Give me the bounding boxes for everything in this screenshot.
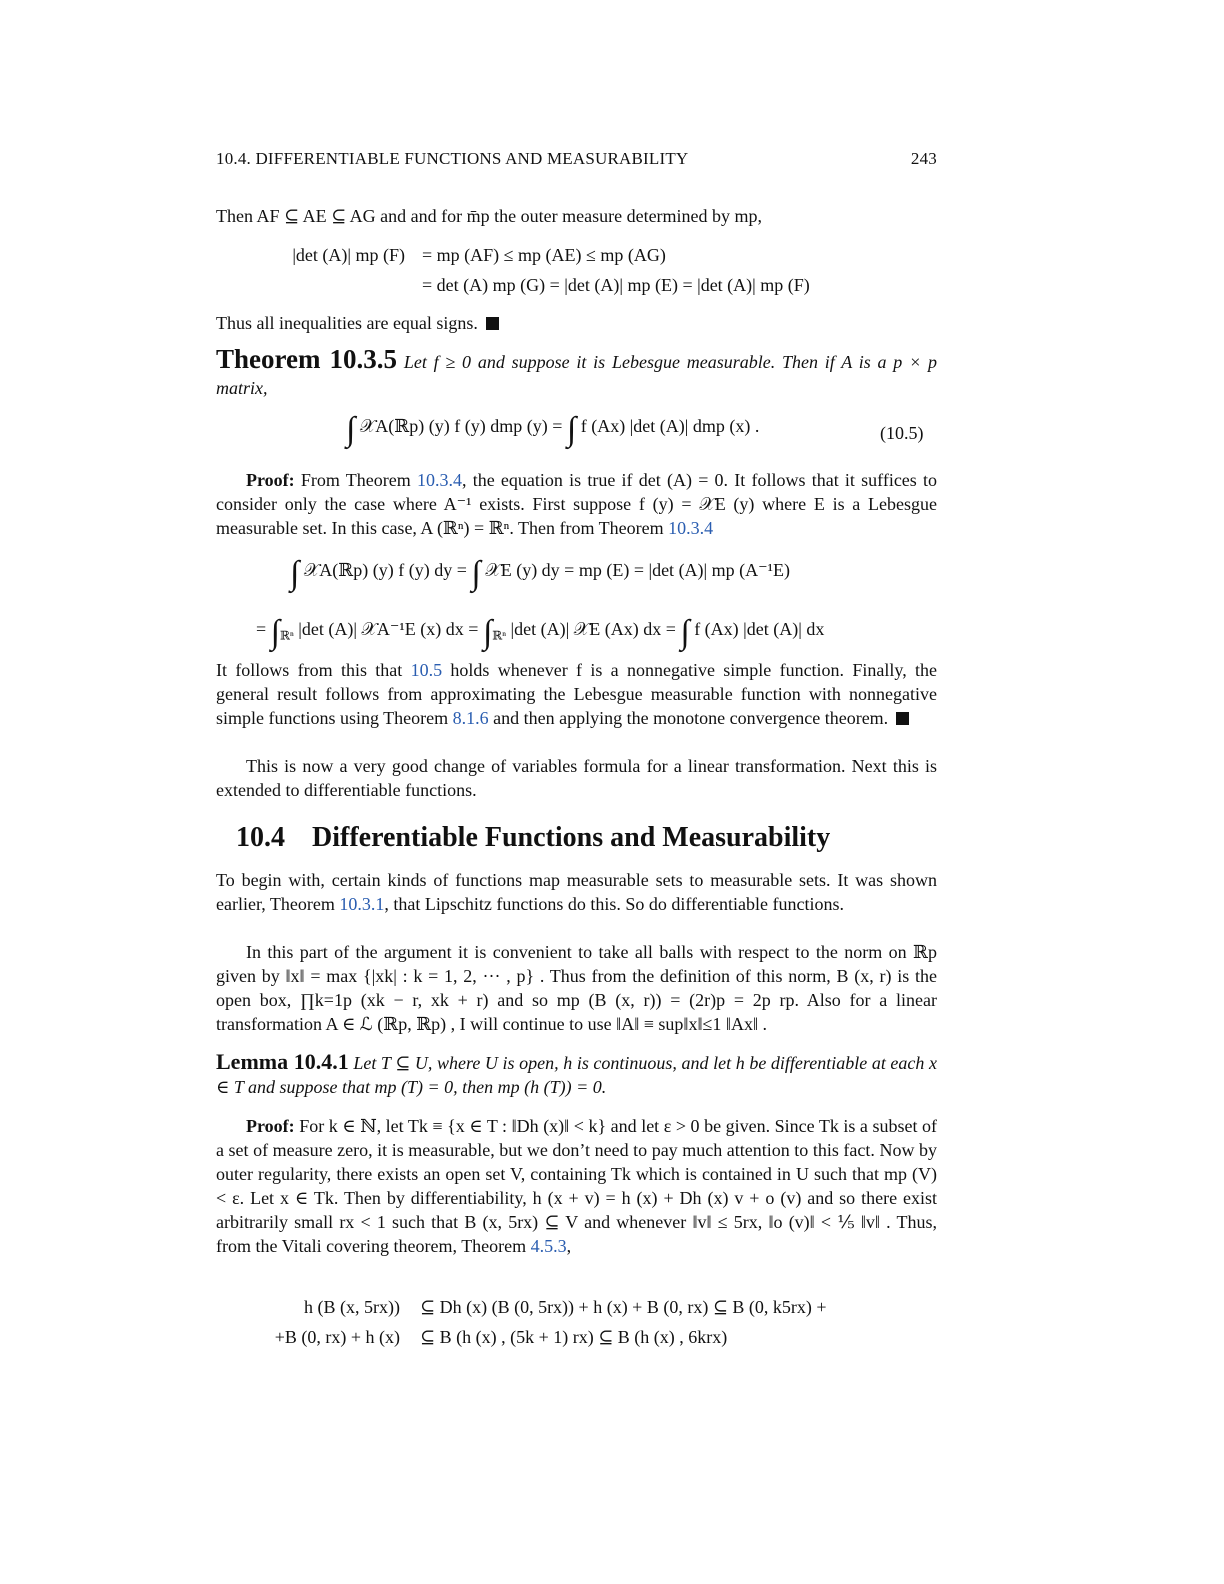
integral-sign: ∫ [471,555,481,592]
integral-sign: ∫ [270,614,280,651]
lemma-label: Lemma 10.4.1 [216,1049,349,1074]
align1-rhs-2: = det (A) mp (G) = |det (A)| mp (E) = |det (A)| mp (F) [422,275,810,295]
running-title: 10.4. DIFFERENTIABLE FUNCTIONS AND MEASURABILITY [216,149,689,168]
equation-number: (10.5) [880,423,924,443]
align2-lhs-1: h (B (x, 5rx)) [304,1297,400,1317]
ref-link[interactable]: 4.5.3 [530,1236,567,1256]
proof-label: Proof: [246,470,295,490]
proof-1-text-4: holds whenever f is a nonnegative simple function. Finally, the general result follows from approximating the Lebesgue measurable function with nonnegative simple functions using Theorem [216,660,938,728]
domain-subscript: ℝⁿ [279,628,294,643]
domain-subscript: ℝⁿ [492,628,507,643]
theorem-equation-rhs: f (Ax) |det (A)| dmp (x) . [580,416,760,436]
integral-sign: ∫ [346,411,356,448]
paragraph-norm: In this part of the argument it is convenient to take all balls with respect to the norm on ℝp given by ‖x‖ = max {|xk| : k = 1, 2, ··· , p} . Thus from the definition of this norm, B (x, r) is the open box, ∏k=1p (xk − r, xk + r) and so mp (B (x, r)) = (2r)p = 2p rp. Also for a linear transformation A ∈ ℒ (ℝp, ℝp) , I will continue to use ‖A‖ ≡ sup‖x‖≤1 ‖Ax‖ . [216,942,937,1034]
integral-sign: ∫ [680,614,690,651]
equation-part: |det (A)| 𝒳E (Ax) dx = [510,619,676,639]
proof-2-text-1: For k ∈ ℕ, let Tk ≡ {x ∈ T : ‖Dh (x)‖ < k} and let ε > 0 be given. Since Tk is a subset of a set of measure zero, it is measurable, but we don’t need to pay much attention to this fact. Now by outer regularity, there exists an open set V, containing Tk which is contained in U such that mp (V) < ε. Let x ∈ Tk. Then by differentiability, h (x + v) = h (x) + Dh (x) v + o (v) and so there exist arbitrarily small rx < 1 such that B (x, 5rx) ⊆ V and whenever ‖v‖ ≤ 5rx, ‖o (v)‖ < ⅕ ‖v‖ . Thus, from the Vitali covering theorem, Theorem [216,1116,938,1256]
ref-link[interactable]: 10.5 [410,660,443,680]
paragraph-equal-signs [216,311,937,335]
align1-lhs: |det (A)| mp (F) [292,245,405,265]
qed-symbol [486,317,499,330]
begin-text-1: To begin with, certain kinds of functions map measurable sets to measurable sets. It was shown earlier, Theorem [216,870,937,914]
theorem-statement: Let f ≥ 0 and suppose it is Lebesgue measurable. Then if A is a p × p matrix, [216,352,938,398]
integral-sign: ∫ [290,555,300,592]
align2-rhs-2: ⊆ B (h (x) , (5k + 1) rx) ⊆ B (h (x) , 6krx) [420,1327,728,1347]
proof-1-text-5: and then applying the monotone convergence theorem. [493,708,889,728]
lemma-statement: Let T ⊆ U, where U is open, h is continuous, and let h be differentiable at each x ∈ T and suppose that mp (T) = 0, then mp (h (T)) = 0. [216,1053,937,1097]
proof-2 [216,1114,937,1258]
paragraph-next: This is now a very good change of variables formula for a linear transformation. Next this is extended to differentiable functions. [216,756,937,800]
proof-1-conclusion [216,658,937,730]
proof-1-text-3: It follows from this that [216,660,403,680]
paragraph-begin [216,868,937,916]
section-number: 10.4 [236,822,285,853]
theorem-10-3-5 [216,346,937,401]
proof-2-text-2: , [566,1236,572,1256]
proof-label: Proof: [246,1116,295,1136]
ref-link[interactable]: 10.3.4 [668,518,714,538]
equation-part: f (Ax) |det (A)| dx [694,619,825,639]
align2-lhs-2: +B (0, rx) + h (x) [274,1327,400,1347]
proof-1-equation-1 [290,555,791,592]
paragraph-outer-measure: Then AF ⊆ AE ⊆ AG and and for m̄p the outer measure determined by mp, [216,206,763,226]
integral-sign: ∫ [566,411,577,448]
begin-text-2: , that Lipschitz functions do this. So do differentiable functions. [384,894,844,914]
theorem-label: Theorem 10.3.5 [216,344,398,374]
equation-part: 𝒳A(ℝp) (y) f (y) dy = [303,560,467,580]
section-title: Differentiable Functions and Measurability [312,822,831,853]
equation-part: |det (A)| 𝒳A⁻¹E (x) dx = [298,619,479,639]
section-heading [236,822,830,854]
ref-link[interactable]: 10.3.1 [339,894,385,914]
proof-1-text-1: From Theorem [300,470,411,490]
equal-signs-text: Thus all inequalities are equal signs. [216,313,478,333]
integral-sign: ∫ [482,614,493,651]
proof-1-text-2: , the equation is true if det (A) = 0. It follows that it suffices to consider only the case where A⁻¹ exists. First suppose f (y) = 𝒳E (y) where E is a Lebesgue measurable set. In this case, A (ℝⁿ) = ℝⁿ. Then from Theorem [216,470,938,538]
ref-link[interactable]: 10.3.4 [417,470,462,490]
equation-part: 𝒳E (y) dy = mp (E) = |det (A)| mp (A⁻¹E) [485,560,791,580]
proof-1-equation-2 [256,614,825,651]
page-number: 243 [910,149,937,168]
align1-rhs-1: = mp (AF) ≤ mp (AE) ≤ mp (AG) [422,245,666,265]
equation-part: = [256,619,267,639]
proof-1 [216,468,937,540]
align2-rhs-1: ⊆ Dh (x) (B (0, 5rx)) + h (x) + B (0, rx) ⊆ B (0, k5rx) + [420,1297,827,1317]
qed-symbol [896,712,909,725]
running-header [216,149,937,169]
ref-link[interactable]: 8.1.6 [452,708,489,728]
theorem-equation-lhs: 𝒳A(ℝp) (y) f (y) dmp (y) = [359,416,563,436]
theorem-equation [346,411,760,448]
lemma-10-4-1 [216,1050,937,1099]
